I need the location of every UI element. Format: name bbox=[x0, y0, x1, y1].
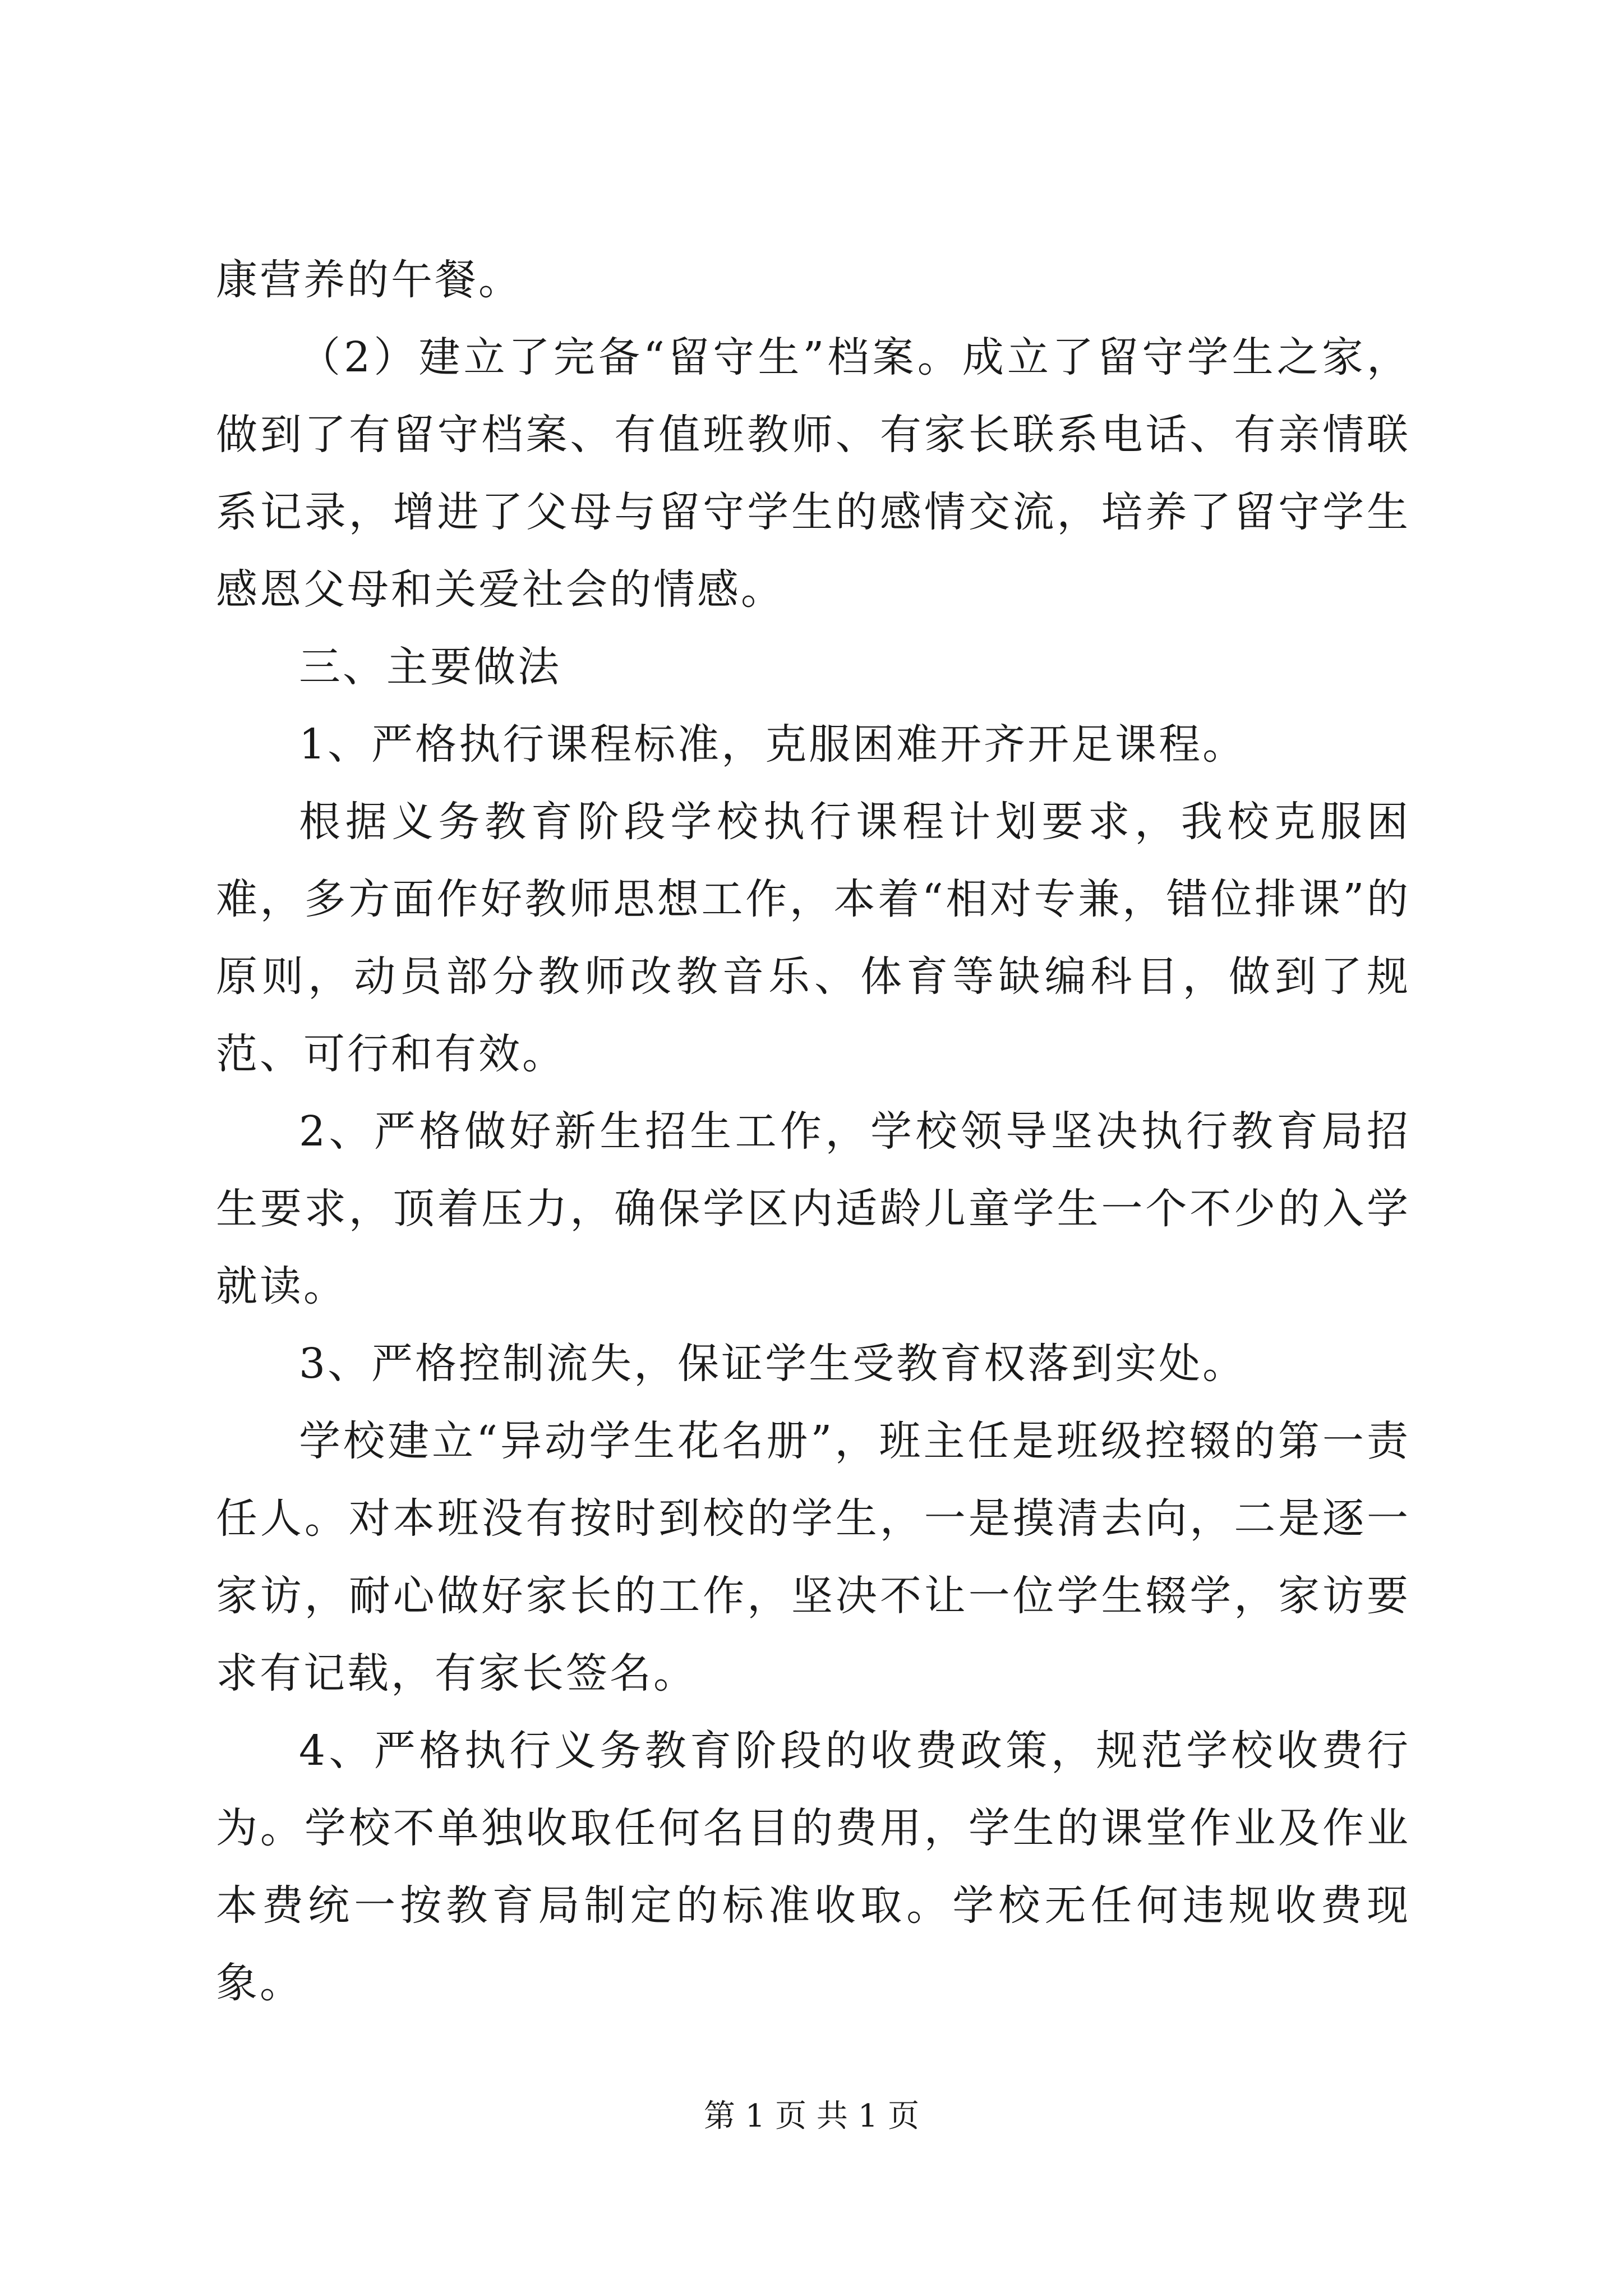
document-body bbox=[216, 241, 1410, 2022]
paragraph: 康营养的午餐。 bbox=[216, 256, 522, 304]
paragraph: 4、严格执行义务教育阶段的收费政策，规范学校收费行为。学校不单独收取任何名目的费用，学生的课堂作业及作业本费统一按教育局制定的标准收取。学校无任何违规收费现象。 bbox=[216, 1727, 1410, 2007]
paragraph: （2）建立了完备“留守生”档案。成立了留守学生之家，做到了有留守档案、有值班教师、有家长联系电话、有亲情联系记录，增进了父母与留守学生的感情交流，培养了留守学生感恩父母和关爱社会的情感。 bbox=[216, 333, 1410, 614]
paragraph: 3、严格控制流失，保证学生受教育权落到实处。 bbox=[299, 1340, 1247, 1388]
paragraph: 根据义务教育阶段学校执行课程计划要求，我校克服困难，多方面作好教师思想工作，本着“相对专兼，错位排课”的原则，动员部分教师改教音乐、体育等缺编科目，做到了规范、可行和有效。 bbox=[216, 798, 1410, 1078]
paragraph: 1、严格执行课程标准，克服困难开齐开足课程。 bbox=[299, 720, 1247, 769]
paragraph: 学校建立“异动学生花名册”，班主任是班级控辍的第一责任人。对本班没有按时到校的学生，一是摸清去向，二是逐一家访，耐心做好家长的工作，坚决不让一位学生辍学，家访要求有记载，有家长签名。 bbox=[216, 1417, 1410, 1697]
paragraph: 2、严格做好新生招生工作，学校领导坚决执行教育局招生要求，顶着压力，确保学区内适龄儿童学生一个不少的入学就读。 bbox=[216, 1107, 1410, 1310]
page-number-footer: 第 1 页 共 1 页 bbox=[703, 2098, 920, 2134]
section-heading: 三、主要做法 bbox=[299, 643, 561, 691]
